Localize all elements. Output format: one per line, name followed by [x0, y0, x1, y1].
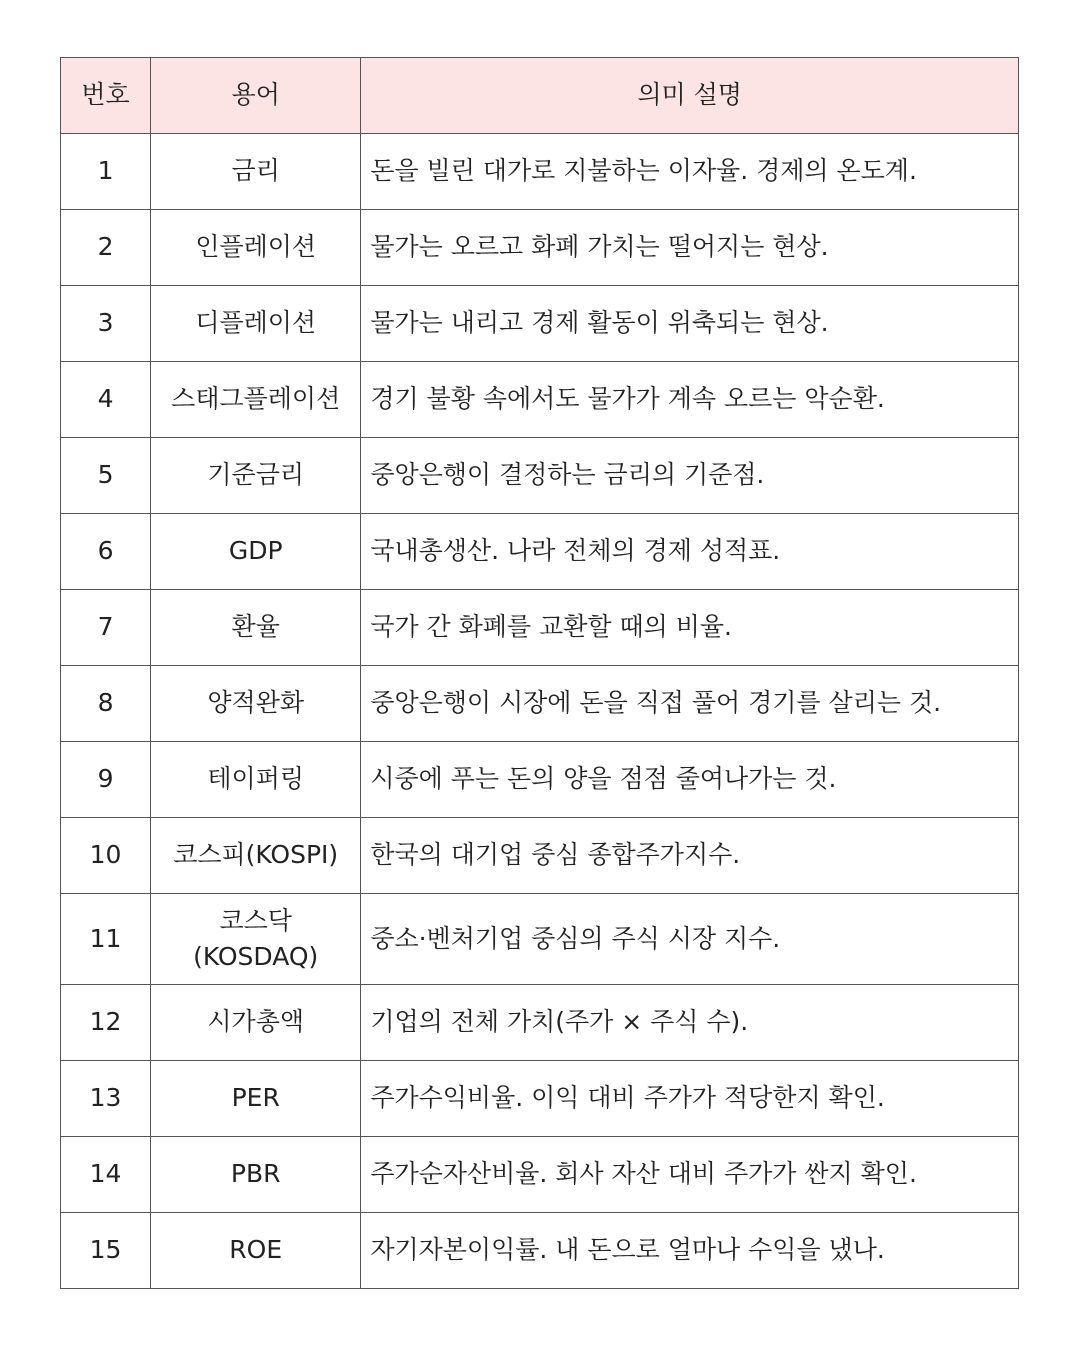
row-number: 8	[61, 666, 151, 742]
row-term-cell	[151, 666, 361, 742]
row-term: GDP	[228, 536, 283, 566]
row-term: 테이퍼링	[207, 764, 304, 794]
row-description: 기업의 전체 가치(주가 × 주식 수).	[361, 985, 1019, 1061]
row-number: 9	[61, 742, 151, 818]
row-term: PBR	[230, 1159, 281, 1189]
row-number: 10	[61, 818, 151, 894]
row-term-cell	[151, 134, 361, 210]
table-row	[61, 514, 1019, 590]
row-term: PER	[231, 1083, 280, 1113]
row-term-cell	[151, 210, 361, 286]
table-row	[61, 1213, 1019, 1289]
row-term: 디플레이션	[195, 308, 317, 338]
row-number: 6	[61, 514, 151, 590]
table-body	[61, 134, 1019, 1289]
row-term: 금리	[231, 156, 280, 186]
row-term-cell	[151, 514, 361, 590]
header-term: 용어	[151, 58, 361, 134]
row-term: 양적완화	[207, 688, 304, 718]
row-description: 경기 불황 속에서도 물가가 계속 오르는 악순환.	[361, 362, 1019, 438]
row-term-cell	[151, 894, 361, 985]
row-term: 코스닥 (KOSDAQ)	[193, 905, 319, 971]
table-row	[61, 1061, 1019, 1137]
row-description: 중앙은행이 시장에 돈을 직접 풀어 경기를 살리는 것.	[361, 666, 1019, 742]
row-term: 시가총액	[207, 1007, 304, 1037]
row-description: 중소·벤처기업 중심의 주식 시장 지수.	[361, 894, 1019, 985]
row-term: 스태그플레이션	[171, 384, 341, 414]
row-description: 주가수익비율. 이익 대비 주가가 적당한지 확인.	[361, 1061, 1019, 1137]
table-row	[61, 742, 1019, 818]
economic-terms-table	[60, 57, 1019, 1289]
table-row	[61, 362, 1019, 438]
row-description: 주가순자산비율. 회사 자산 대비 주가가 싼지 확인.	[361, 1137, 1019, 1213]
row-description: 국내총생산. 나라 전체의 경제 성적표.	[361, 514, 1019, 590]
row-term-cell	[151, 1137, 361, 1213]
row-term-cell	[151, 1061, 361, 1137]
table-row	[61, 590, 1019, 666]
row-description: 중앙은행이 결정하는 금리의 기준점.	[361, 438, 1019, 514]
header-number: 번호	[61, 58, 151, 134]
row-term-cell	[151, 1213, 361, 1289]
row-term: 기준금리	[207, 460, 304, 490]
row-number: 7	[61, 590, 151, 666]
row-number: 4	[61, 362, 151, 438]
row-number: 5	[61, 438, 151, 514]
row-term-cell	[151, 362, 361, 438]
row-term-cell	[151, 590, 361, 666]
table-row	[61, 286, 1019, 362]
row-number: 15	[61, 1213, 151, 1289]
row-number: 2	[61, 210, 151, 286]
row-term: 환율	[231, 612, 280, 642]
row-term-cell	[151, 286, 361, 362]
row-term: 코스피(KOSPI)	[173, 840, 339, 870]
row-term-cell	[151, 438, 361, 514]
header-row	[61, 58, 1019, 134]
row-description: 돈을 빌린 대가로 지불하는 이자율. 경제의 온도계.	[361, 134, 1019, 210]
header-description: 의미 설명	[361, 58, 1019, 134]
row-number: 12	[61, 985, 151, 1061]
table-row	[61, 985, 1019, 1061]
table-row	[61, 818, 1019, 894]
table-header	[61, 58, 1019, 134]
row-description: 물가는 오르고 화폐 가치는 떨어지는 현상.	[361, 210, 1019, 286]
table-row	[61, 666, 1019, 742]
table-row	[61, 210, 1019, 286]
row-number: 11	[61, 894, 151, 985]
row-term-cell	[151, 742, 361, 818]
row-description: 국가 간 화폐를 교환할 때의 비율.	[361, 590, 1019, 666]
row-description: 한국의 대기업 중심 종합주가지수.	[361, 818, 1019, 894]
row-term: ROE	[229, 1235, 283, 1265]
row-number: 1	[61, 134, 151, 210]
table-row	[61, 1137, 1019, 1213]
row-number: 13	[61, 1061, 151, 1137]
row-term-cell	[151, 818, 361, 894]
table-row	[61, 894, 1019, 985]
row-description: 물가는 내리고 경제 활동이 위축되는 현상.	[361, 286, 1019, 362]
row-description: 시중에 푸는 돈의 양을 점점 줄여나가는 것.	[361, 742, 1019, 818]
table-row	[61, 134, 1019, 210]
row-description: 자기자본이익률. 내 돈으로 얼마나 수익을 냈나.	[361, 1213, 1019, 1289]
table-row	[61, 438, 1019, 514]
row-number: 14	[61, 1137, 151, 1213]
row-term: 인플레이션	[195, 232, 317, 262]
row-number: 3	[61, 286, 151, 362]
row-term-cell	[151, 985, 361, 1061]
